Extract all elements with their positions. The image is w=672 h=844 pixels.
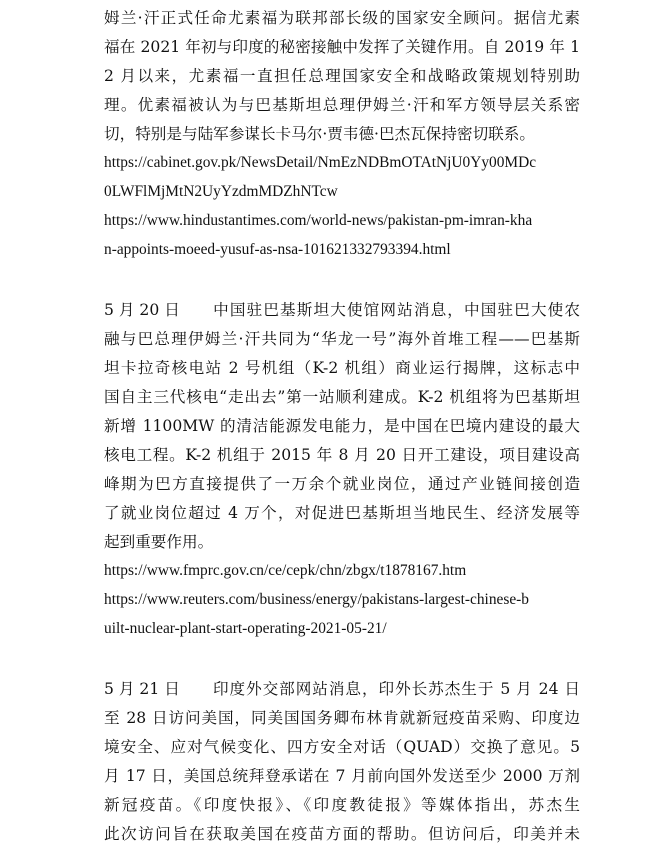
- paragraph-line: 国自主三代核电“走出去”第一站顺利建成。K-2 机组将为巴基斯坦: [104, 388, 580, 406]
- reference-url: https://cabinet.gov.pk/NewsDetail/NmEzNDBmOTAtNjU0Yy00MDc: [104, 154, 537, 171]
- paragraph-line: 福在 2021 年初与印度的秘密接触中发挥了关键作用。自 2019 年 1: [104, 38, 580, 56]
- paragraph-line: 此次访问旨在获取美国在疫苗方面的帮助。但访问后，印美并未: [104, 825, 580, 843]
- paragraph-line: 2 月以来，尤素福一直担任总理国家安全和战略政策规划特别助: [104, 67, 580, 85]
- paragraph-line: 新冠疫苗。《印度快报》、《印度教徒报》等媒体指出，苏杰生: [104, 796, 580, 814]
- reference-url: https://www.reuters.com/business/energy/pakistans-largest-chinese-b: [104, 591, 530, 608]
- paragraph-line: 月 17 日，美国总统拜登承诺在 7 月前向国外发送至少 2000 万剂: [104, 767, 580, 785]
- paragraph-line: 境安全、应对气候变化、四方安全对话（QUAD）交换了意见。5: [104, 738, 580, 756]
- paragraph-line: 理。优素福被认为与巴基斯坦总理伊姆兰·汗和军方领导层关系密: [104, 96, 580, 114]
- entry-date: 5 月 21 日: [104, 680, 180, 698]
- paragraph-line: 峰期为巴方直接提供了一万余个就业岗位，通过产业链间接创造: [104, 475, 580, 493]
- paragraph-line: 至 28 日访问美国，同美国国务卿布林肯就新冠疫苗采购、印度边: [104, 709, 580, 727]
- reference-url: 0LWFlMjMtN2UyYzdmMDZhNTcw: [104, 183, 338, 200]
- paragraph-line: 了就业岗位超过 4 万个，对促进巴基斯坦当地民生、经济发展等: [104, 504, 580, 522]
- entry-first-text: 中国驻巴基斯坦大使馆网站消息，中国驻巴大使农: [212, 301, 580, 319]
- entry-first-line: [104, 300, 580, 320]
- paragraph-line: 切，特别是与陆军参谋长卡马尔·贾韦德·巴杰瓦保持密切联系。: [104, 125, 535, 143]
- paragraph-line: 起到重要作用。: [104, 533, 214, 551]
- entry-first-line: [104, 679, 580, 699]
- entry-first-text: 印度外交部网站消息，印外长苏杰生于 5 月 24 日: [212, 680, 580, 698]
- reference-url: n-appoints-moeed-yusuf-as-nsa-101621332793394.html: [104, 241, 451, 258]
- paragraph-line: 坦卡拉奇核电站 2 号机组（K-2 机组）商业运行揭牌，这标志中: [104, 359, 580, 377]
- reference-url: https://www.fmprc.gov.cn/ce/cepk/chn/zbgx/t1878167.htm: [104, 562, 467, 579]
- paragraph-line: 新增 1100MW 的清洁能源发电能力，是中国在巴境内建设的最大: [104, 417, 580, 435]
- paragraph-line: 姆兰·汗正式任命尤素福为联邦部长级的国家安全顾问。据信尤素: [104, 9, 580, 27]
- reference-url: uilt-nuclear-plant-start-operating-2021-05-21/: [104, 620, 387, 637]
- entry-date: 5 月 20 日: [104, 301, 180, 319]
- reference-url: https://www.hindustantimes.com/world-news/pakistan-pm-imran-kha: [104, 212, 533, 229]
- paragraph-line: 核电工程。K-2 机组于 2015 年 8 月 20 日开工建设，项目建设高: [104, 446, 580, 464]
- paragraph-line: 融与巴总理伊姆兰·汗共同为“华龙一号”海外首堆工程——巴基斯: [104, 330, 580, 348]
